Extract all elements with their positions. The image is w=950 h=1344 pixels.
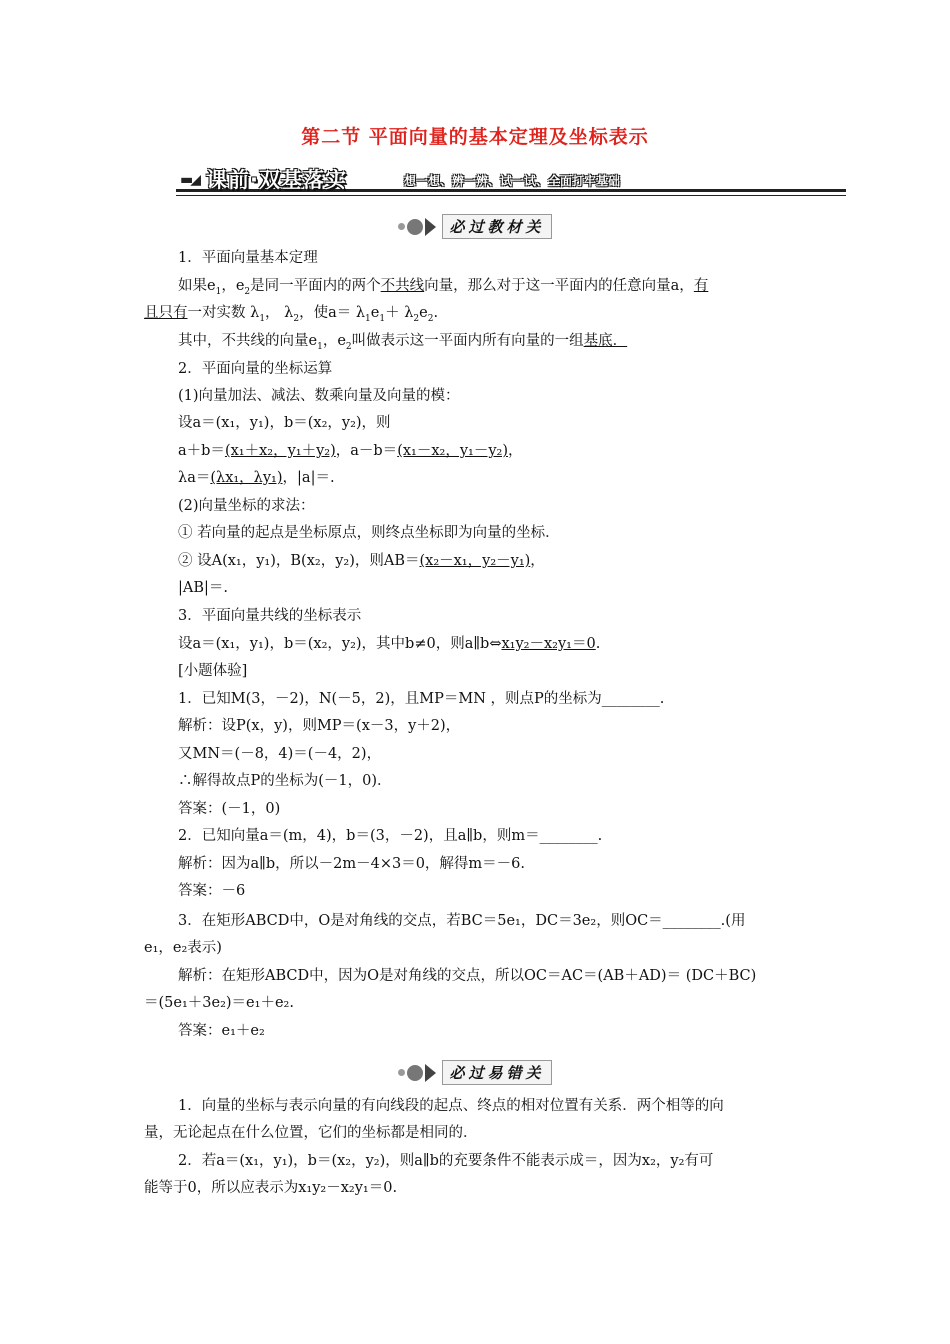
question-1-solution-c: ∴解得故点P的坐标为(－1，0)． — [178, 773, 392, 789]
banner-main-text: 课前·双基落实 — [206, 168, 347, 192]
line-ab-modulus: |AB|＝. — [178, 580, 229, 596]
pitfall-2-line2: 能等于0，所以应表示为x₁y₂－x₂y₁＝0. — [144, 1180, 398, 1196]
line-add-sub: a＋b＝(x₁＋x₂，y₁＋y₂)，a－b＝(x₁－x₂，y₁－y₂)， — [178, 443, 523, 459]
arrow-right-icon — [425, 218, 436, 236]
section-label: 必过易错关 — [442, 1060, 551, 1085]
paragraph-basis: 其中，不共线的向量$e_1$，$e_2$叫做表示这一平面内所有向量的一组基底． — [178, 333, 628, 352]
question-3-solution-a: 解析：在矩形ABCD中，因为O是对角线的交点，所以OC＝AC＝(AB＋AD)＝ (DC＋BC) — [178, 968, 757, 984]
paragraph-theorem-line1: 如果$e_1$，$e_2$是同一平面内的两个不共线向量，那么对于这一平面内的任意向量a，有 — [178, 278, 709, 297]
question-2: 2．已知向量a＝(m，4)，b＝(3，－2)，且a∥b，则m＝________. — [178, 828, 603, 844]
section-label: 必过教材关 — [442, 214, 551, 239]
dot-small-icon — [398, 1069, 405, 1076]
dot-small-icon — [398, 223, 405, 230]
subheading-coord-method: (2)向量坐标的求法： — [178, 498, 315, 514]
line-origin: ① 若向量的起点是坐标原点，则终点坐标即为向量的坐标． — [178, 525, 560, 541]
tag-practice: [小题体验] — [178, 663, 248, 679]
question-2-answer: 答案：－6 — [178, 883, 246, 899]
line-collinear: 设a＝(x₁，y₁)，b＝(x₂，y₂)，其中b≠0，则a∥b⇔x₁y₂－x₂y₁＝0. — [178, 636, 601, 652]
question-1-solution-b: 又MN＝(－8，4)＝(－4，2)， — [178, 746, 382, 762]
question-3-answer: 答案：e₁＋e₂ — [178, 1023, 265, 1039]
paragraph-theorem-line2: 且只有一对实数 $\lambda_1$， $\lambda_2$，使$a= \lambda_1e_1+ \lambda_2e_2$. — [144, 305, 439, 324]
banner-slash-icon: ▬◢ — [180, 172, 198, 188]
question-1-solution-a: 解析：设P(x，y)，则MP＝(x－3，y＋2)， — [178, 718, 461, 734]
subheading-ops: (1)向量加法、减法、数乘向量及向量的模： — [178, 388, 460, 404]
pitfall-1-line1: 1．向量的坐标与表示向量的有向线段的起点、终点的相对位置有关系．两个相等的向 — [178, 1098, 724, 1114]
dot-large-icon — [407, 1065, 423, 1081]
pitfall-2-line1: 2．若a＝(x₁，y₁)，b＝(x₂，y₂)，则a∥b的充要条件不能表示成＝，因为x₂，y₂有可 — [178, 1153, 714, 1169]
dot-large-icon — [407, 219, 423, 235]
section-header-pitfalls — [0, 1060, 950, 1084]
arrow-right-icon — [425, 1064, 436, 1082]
section-banner — [176, 168, 846, 194]
heading-coordinate-ops: 2．平面向量的坐标运算 — [178, 361, 333, 377]
question-1-answer: 答案：(－1，0) — [178, 801, 281, 817]
question-3: 3．在矩形ABCD中，O是对角线的交点，若BC＝5e₁，DC＝3e₂，则OC＝________.(用 — [178, 913, 746, 929]
banner-sub-text: 想一想、辨一辨、试一试、全面打牢基础 — [404, 174, 621, 188]
page-title: 第二节 平面向量的基本定理及坐标表示 — [301, 126, 649, 148]
question-3-solution-b: ＝(5e₁＋3e₂)＝e₁＋e₂. — [144, 995, 294, 1011]
section-header-textbook — [0, 214, 950, 238]
heading-collinear: 3．平面向量共线的坐标表示 — [178, 608, 362, 624]
line-ab-vector: ② 设A(x₁，y₁)，B(x₂，y₂)，则AB＝(x₂－x₁，y₂－y₁)， — [178, 553, 545, 569]
question-1: 1．已知M(3，－2)，N(－5，2)，且MP＝MN ，则点P的坐标为________. — [178, 691, 665, 707]
heading-basic-theorem: 1．平面向量基本定理 — [178, 250, 318, 266]
question-3-cont: e₁，e₂表示) — [144, 940, 222, 956]
line-scalar: λa＝(λx₁，λy₁)，|a|＝. — [178, 470, 335, 486]
question-2-solution: 解析：因为a∥b，所以－2m－4×3＝0，解得m＝－6. — [178, 856, 526, 872]
line-set-ab: 设a＝(x₁，y₁)，b＝(x₂，y₂)，则 — [178, 415, 391, 431]
banner-rule-thin — [176, 195, 846, 196]
pitfall-1-line2: 量，无论起点在什么位置，它们的坐标都是相同的． — [144, 1125, 478, 1141]
